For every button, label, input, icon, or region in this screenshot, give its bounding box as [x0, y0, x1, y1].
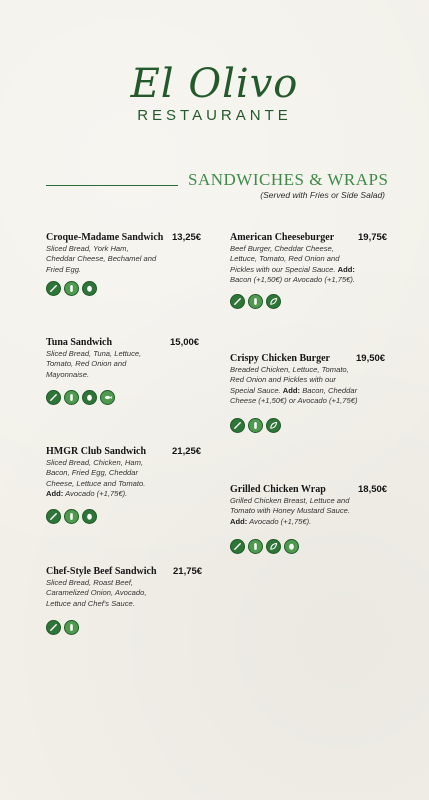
- egg-icon: [284, 539, 299, 554]
- restaurant-logo-subtitle: RESTAURANTE: [137, 107, 292, 124]
- fish-icon: [100, 390, 115, 405]
- knife-icon: [230, 418, 245, 433]
- add-text: Bacon, Cheddar Cheese (+1,50€) or Avocado (+1,75€): [230, 385, 358, 405]
- item-price: 15,00€: [170, 337, 200, 348]
- item-description-text: Grilled Chicken Breast, Lettuce and Tomato with Honey Mustard Sauce.: [230, 496, 351, 516]
- restaurant-logo-title: El Olivo: [130, 61, 299, 107]
- bottle-icon: [248, 418, 263, 433]
- item-description: Sliced Bread, Roast Beef, Caramelized Onion, Avocado, Lettuce and Chef's Sauce.: [46, 578, 147, 608]
- bottle-icon: [64, 509, 79, 524]
- add-label: Add:: [282, 385, 301, 395]
- item-name: Croque-Madame Sandwich: [46, 232, 164, 243]
- item-name: Crispy Chicken Burger: [230, 353, 330, 364]
- item-description-text: Sliced Bread, Chicken, Ham, Bacon, Fried Egg, Cheddar Cheese, Lettuce and Tomato.: [46, 458, 146, 488]
- bottle-icon: [64, 390, 79, 405]
- knife-icon: [46, 390, 61, 405]
- menu-item-grilled-chicken-wrap: [230, 484, 390, 554]
- menu-item-croque-madame: [46, 232, 206, 296]
- menu-item-hmgr-club-sandwich: [46, 446, 206, 524]
- item-description: [230, 365, 362, 406]
- leaf-icon: [266, 294, 281, 309]
- item-name: Chef-Style Beef Sandwich: [46, 566, 157, 577]
- knife-icon: [46, 620, 61, 635]
- bottle-icon: [64, 620, 79, 635]
- item-name: Tuna Sandwich: [46, 337, 113, 348]
- knife-icon: [230, 294, 245, 309]
- allergen-icons: [230, 539, 390, 554]
- leaf-icon: [266, 539, 281, 554]
- section-subtitle: (Served with Fries or Side Salad): [260, 190, 385, 200]
- add-text: Avocado (+1,75€).: [65, 488, 128, 498]
- item-price: 19,75€: [358, 232, 388, 243]
- item-description-text: Beef Burger, Cheddar Cheese, Lettuce, Tomato, Red Onion and Pickles with our Special Sauce.: [230, 244, 340, 274]
- leaf-icon: [266, 418, 281, 433]
- item-description: [230, 496, 354, 527]
- knife-icon: [46, 509, 61, 524]
- menu-item-crispy-chicken-burger: [230, 353, 390, 433]
- menu-item-american-cheeseburger: [230, 232, 390, 309]
- egg-icon: [82, 281, 97, 296]
- add-text: Bacon (+1,50€) or Avocado (+1,75€).: [230, 274, 355, 284]
- knife-icon: [230, 539, 245, 554]
- item-description: [46, 458, 158, 499]
- egg-icon: [82, 390, 97, 405]
- item-description: Sliced Bread, York Ham, Cheddar Cheese, Bechamel and Fried Egg.: [46, 244, 157, 274]
- allergen-icons: [46, 281, 206, 296]
- item-name: Grilled Chicken Wrap: [230, 484, 326, 495]
- bottle-icon: [248, 294, 263, 309]
- add-label: Add:: [230, 516, 248, 526]
- menu-item-tuna-sandwich: [46, 337, 206, 405]
- section-title: SANDWICHES & WRAPS: [188, 170, 389, 189]
- allergen-icons: [46, 509, 206, 524]
- add-text: Avocado (+1,75€).: [249, 516, 312, 526]
- knife-icon: [46, 281, 61, 296]
- section-divider: [46, 185, 178, 186]
- item-description: [230, 244, 358, 285]
- allergen-icons: [46, 390, 206, 405]
- allergen-icons: [230, 294, 390, 309]
- item-name: HMGR Club Sandwich: [46, 446, 147, 457]
- item-price: 18,50€: [358, 484, 388, 495]
- menu-item-chef-style-beef-sandwich: [46, 566, 206, 635]
- item-description-text: Breaded Chicken, Lettuce, Tomato, Red Onion and Pickles with our Special Sauce.: [230, 365, 349, 395]
- item-price: 19,50€: [356, 353, 386, 364]
- allergen-icons: [46, 620, 206, 635]
- item-price: 21,75€: [173, 566, 203, 577]
- item-name: American Cheeseburger: [230, 232, 335, 243]
- item-price: 13,25€: [172, 232, 202, 243]
- bottle-icon: [248, 539, 263, 554]
- item-description: Sliced Bread, Tuna, Lettuce, Tomato, Red Onion and Mayonnaise.: [46, 349, 142, 379]
- add-label: Add:: [46, 488, 64, 498]
- add-label: Add:: [337, 264, 355, 274]
- item-price: 21,25€: [172, 446, 202, 457]
- egg-icon: [82, 509, 97, 524]
- bottle-icon: [64, 281, 79, 296]
- allergen-icons: [230, 418, 390, 433]
